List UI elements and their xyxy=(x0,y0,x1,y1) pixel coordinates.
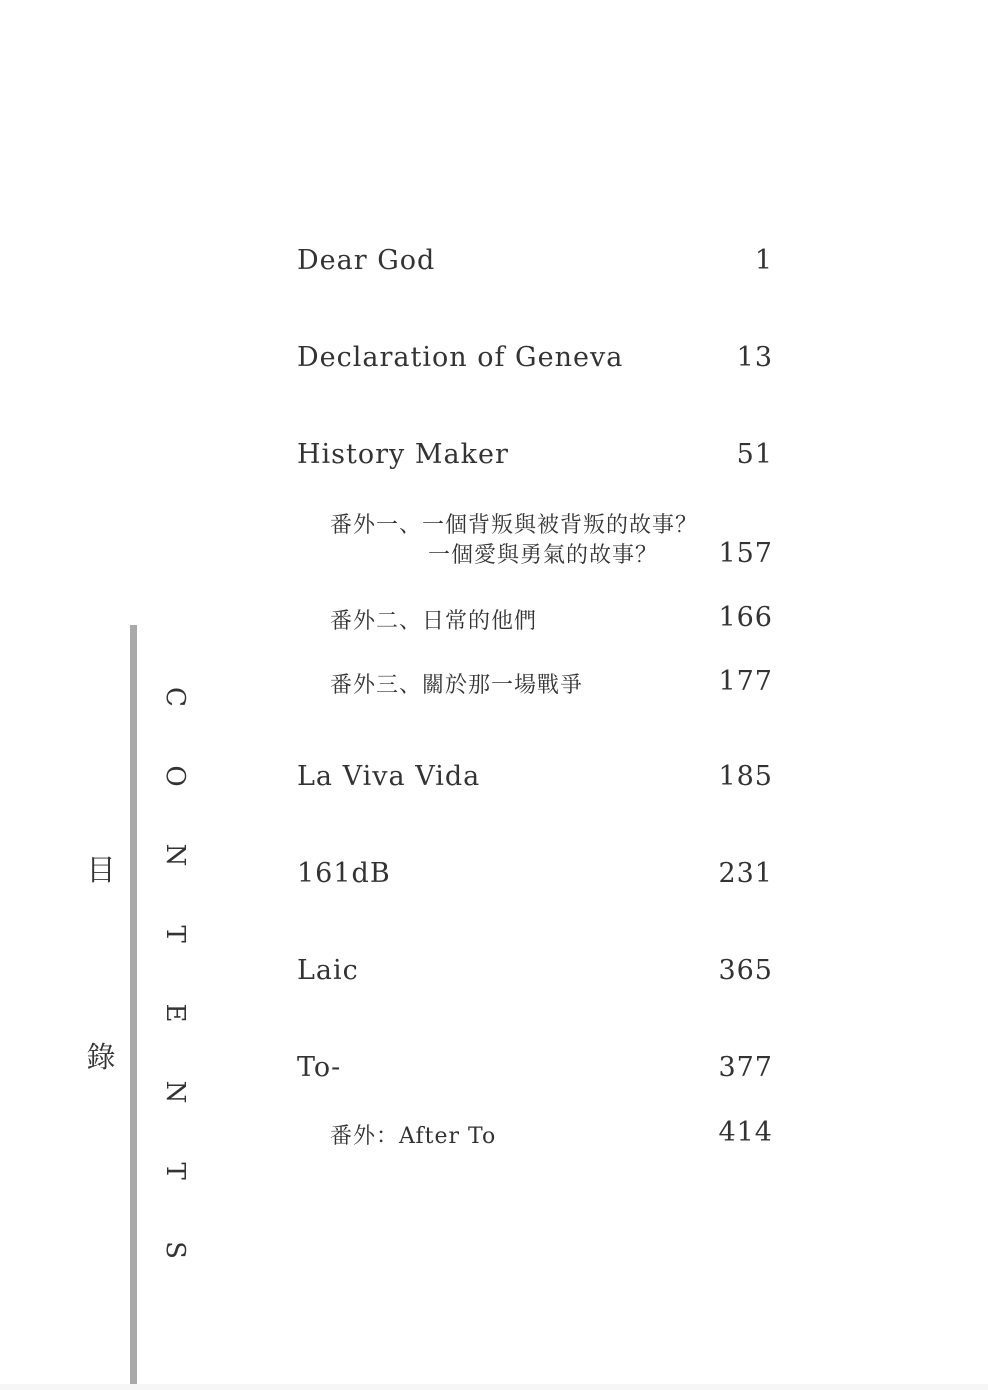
heading-char-lu: 錄 xyxy=(86,1040,116,1074)
toc-page-number: 166 xyxy=(718,602,773,633)
vertical-divider-rule xyxy=(130,625,137,1390)
heading-letter: C xyxy=(160,687,190,707)
toc-sub-title: 番外一、一個背叛與被背叛的故事？ xyxy=(330,513,699,538)
toc-page-number: 414 xyxy=(718,1117,773,1148)
heading-letter: T xyxy=(160,925,190,943)
toc-title: La Viva Vida xyxy=(297,761,481,792)
toc-subentry-extra-3[interactable] xyxy=(297,666,773,702)
toc-title: Declaration of Geneva xyxy=(297,342,624,373)
toc-sub-title-line2: 一個愛與勇氣的故事？ xyxy=(428,543,659,568)
toc-page-number: 51 xyxy=(736,439,773,470)
toc-sub-title: 番外：After To xyxy=(330,1124,497,1149)
toc-title: History Maker xyxy=(297,439,509,470)
toc-sub-title: 番外二、日常的他們 xyxy=(330,609,538,634)
toc-entry-to[interactable] xyxy=(297,1052,773,1092)
page-bottom-edge xyxy=(0,1384,988,1390)
toc-page-number: 1 xyxy=(754,245,773,276)
toc-page-number: 177 xyxy=(718,666,773,697)
toc-page-number: 13 xyxy=(736,342,773,373)
toc-title: Dear God xyxy=(297,245,436,276)
contents-heading-latin xyxy=(155,684,195,1264)
toc-subentry-after-to[interactable] xyxy=(297,1117,773,1153)
toc-title: 161dB xyxy=(297,858,391,889)
toc-page-number: 157 xyxy=(718,538,773,569)
toc-title: To- xyxy=(297,1052,342,1083)
toc-subentry-extra-1[interactable] xyxy=(297,508,773,572)
heading-letter: S xyxy=(160,1241,190,1259)
toc-entry-la-viva-vida[interactable] xyxy=(297,761,773,801)
toc-page-number: 365 xyxy=(718,955,773,986)
toc-entry-laic[interactable] xyxy=(297,955,773,995)
toc-page-number: 377 xyxy=(718,1052,773,1083)
toc-entry-161db[interactable] xyxy=(297,858,773,898)
toc-sub-title: 番外三、關於那一場戰爭 xyxy=(330,673,584,698)
heading-letter: N xyxy=(160,1080,190,1104)
heading-char-mu: 目 xyxy=(86,853,116,887)
toc-entry-history-maker[interactable] xyxy=(297,439,773,479)
toc-entry-declaration-of-geneva[interactable] xyxy=(297,342,773,382)
toc-title: Laic xyxy=(297,955,359,986)
heading-letter: N xyxy=(160,843,190,867)
heading-letter: E xyxy=(160,1003,190,1023)
heading-letter: O xyxy=(160,765,190,787)
heading-letter: T xyxy=(160,1162,190,1180)
toc-subentry-extra-2[interactable] xyxy=(297,602,773,638)
toc-page-number: 185 xyxy=(718,761,773,792)
toc-entry-dear-god[interactable] xyxy=(297,245,773,285)
toc-page-number: 231 xyxy=(718,858,773,889)
